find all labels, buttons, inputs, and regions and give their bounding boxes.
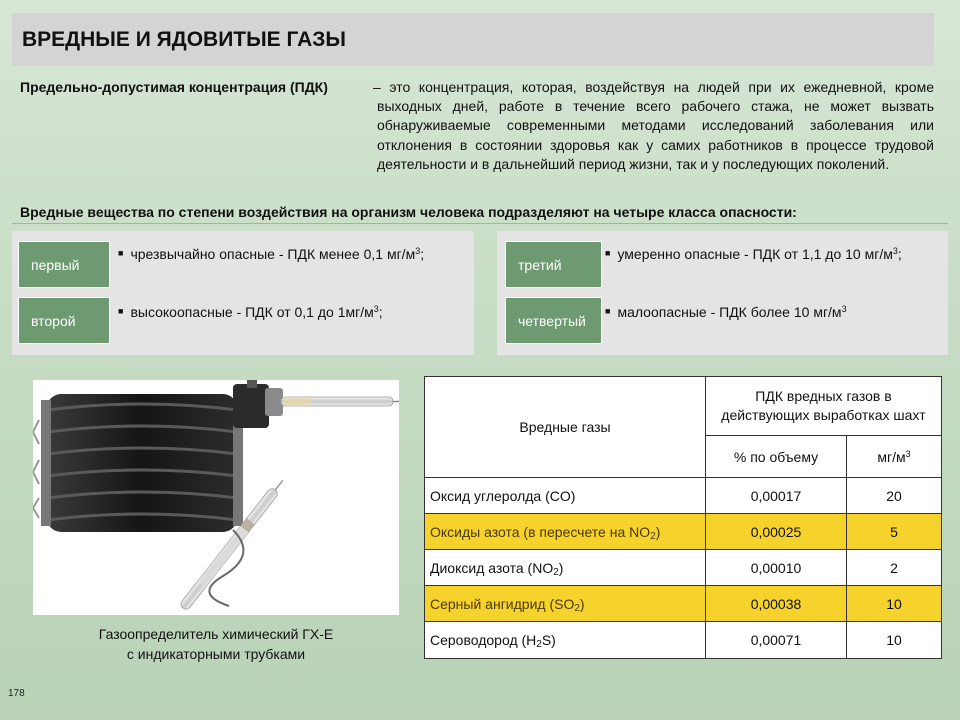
- gas-pct: 0,00017: [706, 478, 847, 514]
- title-bar: [12, 13, 934, 66]
- class-name: первый: [31, 256, 80, 273]
- gas-mg: 2: [847, 550, 942, 586]
- bullet-icon: ■: [605, 306, 611, 316]
- table-row: [425, 478, 942, 514]
- definition-term: Предельно-допустимая концентрация (ПДК): [20, 79, 328, 95]
- bullet-icon: ■: [605, 248, 611, 258]
- gas-name: Оксиды азота (в пересчете на $NO_2$): [425, 514, 706, 550]
- page-title: ВРЕДНЫЕ И ЯДОВИТЫЕ ГАЗЫ: [22, 27, 346, 51]
- table-row: [425, 550, 942, 586]
- gas-name: Серный ангидрид $(SO_2)$: [425, 586, 706, 622]
- class-desc-fourth: ■ малоопасные - ПДК более 10 $мг/м^3$: [605, 304, 847, 320]
- page-number: 178: [8, 688, 25, 699]
- caption-line-2: с индикаторными трубками: [126, 646, 306, 662]
- divider: [12, 223, 948, 224]
- class-desc-first: ■ чрезвычайно опасные - ПДК менее 0,1 $мг/м^3$;: [118, 246, 425, 262]
- class-name: четвертый: [518, 312, 586, 329]
- gas-pct: 0,00038: [706, 586, 847, 622]
- gas-mg: 10: [847, 586, 942, 622]
- class-box-second: [18, 297, 110, 344]
- bullet-icon: ■: [118, 248, 124, 258]
- class-name: третий: [518, 256, 562, 273]
- gas-pct: 0,00010: [706, 550, 847, 586]
- table-row: [425, 622, 942, 659]
- header-pct: % по объему: [706, 436, 847, 478]
- classes-heading: Вредные вещества по степени воздействия на организм человека подразделяют на четыре класса опасности:: [20, 204, 797, 220]
- gas-pdk-table: [424, 376, 942, 659]
- gas-name: Сероводород $(H_2S)$: [425, 622, 706, 659]
- header-gases: Вредные газы: [425, 377, 706, 478]
- class-desc-second: ■ высокоопасные - ПДК от 0,1 до $1мг/м^3$;: [118, 304, 383, 320]
- indicator-tube-icon: [281, 397, 399, 406]
- valve-head-icon: [233, 380, 283, 428]
- gas-pct: 0,00071: [706, 622, 847, 659]
- class-box-third: [505, 241, 602, 288]
- class-name: второй: [31, 312, 76, 329]
- gas-name: Диоксид азота $(NO_2)$: [425, 550, 706, 586]
- caption-line-1: Газоопределитель химический ГХ-Е: [98, 626, 334, 642]
- gas-detector-illustration: [33, 380, 399, 615]
- class-box-first: [18, 241, 110, 288]
- gas-pct: 0,00025: [706, 514, 847, 550]
- bullet-icon: ■: [118, 306, 124, 316]
- photo-caption: [33, 624, 399, 664]
- bellows-icon: [33, 394, 243, 532]
- header-pdk: ПДК вредных газов в действующих выработках шахт: [706, 377, 942, 436]
- gas-mg: 20: [847, 478, 942, 514]
- definition-text: – это концентрация, которая, воздействуя на людей при их ежедневной, кроме выходных дней, работе в течение всего рабочего стажа, не может вызвать обнаруживаемые современными методами исследований заболевания или отклонения в состоянии здоровья как у самих работников в процессе трудовой деятельности и в дальнейший период жизни, так и у последующих поколений.: [373, 79, 934, 172]
- class-desc-third: ■ умеренно опасные - ПДК от 1,1 до 10 $мг/м^3$;: [605, 246, 902, 262]
- gas-mg: 5: [847, 514, 942, 550]
- header-mg: $мг/м^3$: [847, 436, 942, 478]
- gas-name: Оксид углеролда (CO): [425, 478, 706, 514]
- gas-detector-photo: [33, 380, 399, 615]
- gas-mg: 10: [847, 622, 942, 659]
- class-box-fourth: [505, 297, 602, 344]
- table-row: [425, 586, 942, 622]
- table-row: [425, 514, 942, 550]
